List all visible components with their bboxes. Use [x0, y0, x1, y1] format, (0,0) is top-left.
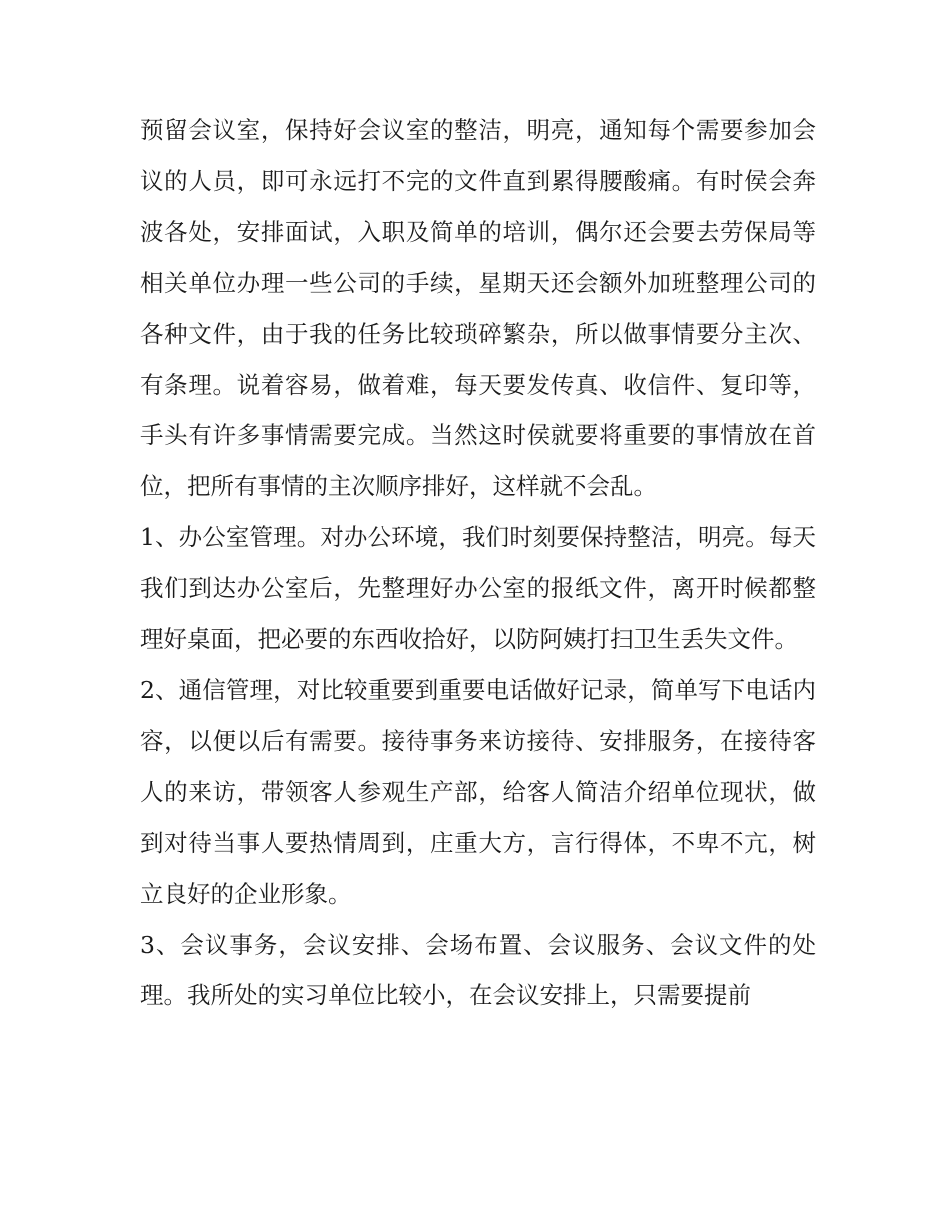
paragraph-meeting-room: 预留会议室，保持好会议室的整洁，明亮，通知每个需要参加会议的人员，即可永远打不完的文件直到累得腰酸痛。有时侯会奔波各处，安排面试，入职及简单的培训，偶尔还会要去劳保局等相关单位办理一些公司的手续，星期天还会额外加班整理公司的各种文件，由于我的任务比较琐碎繁杂，所以做事情要分主次、有条理。说着容易，做着难，每天要发传真、收信件、复印等，手头有许多事情需要完成。当然这时侯就要将重要的事情放在首位，把所有事情的主次顺序排好，这样就不会乱。 — [140, 116, 816, 501]
paragraph-office-management: 1、办公室管理。对办公环境，我们时刻要保持整洁，明亮。每天我们到达办公室后，先整理好办公室的报纸文件，离开时候都整理好桌面，把必要的东西收拾好，以防阿姨打扫卫生丢失文件。 — [140, 523, 816, 654]
paragraph-communication-management: 2、通信管理，对比较重要到重要电话做好记录，简单写下电话内容，以便以后有需要。接待事务来访接待、安排服务，在接待客人的来访，带领客人参观生产部，给客人简洁介绍单位现状，做到对待当事人要热情周到，庄重大方，言行得体，不卑不亢，树立良好的企业形象。 — [140, 675, 816, 908]
body-text — [140, 105, 816, 1021]
paragraph-meeting-affairs: 3、会议事务，会议安排、会场布置、会议服务、会议文件的处理。我所处的实习单位比较小，在会议安排上，只需要提前 — [140, 930, 816, 1010]
